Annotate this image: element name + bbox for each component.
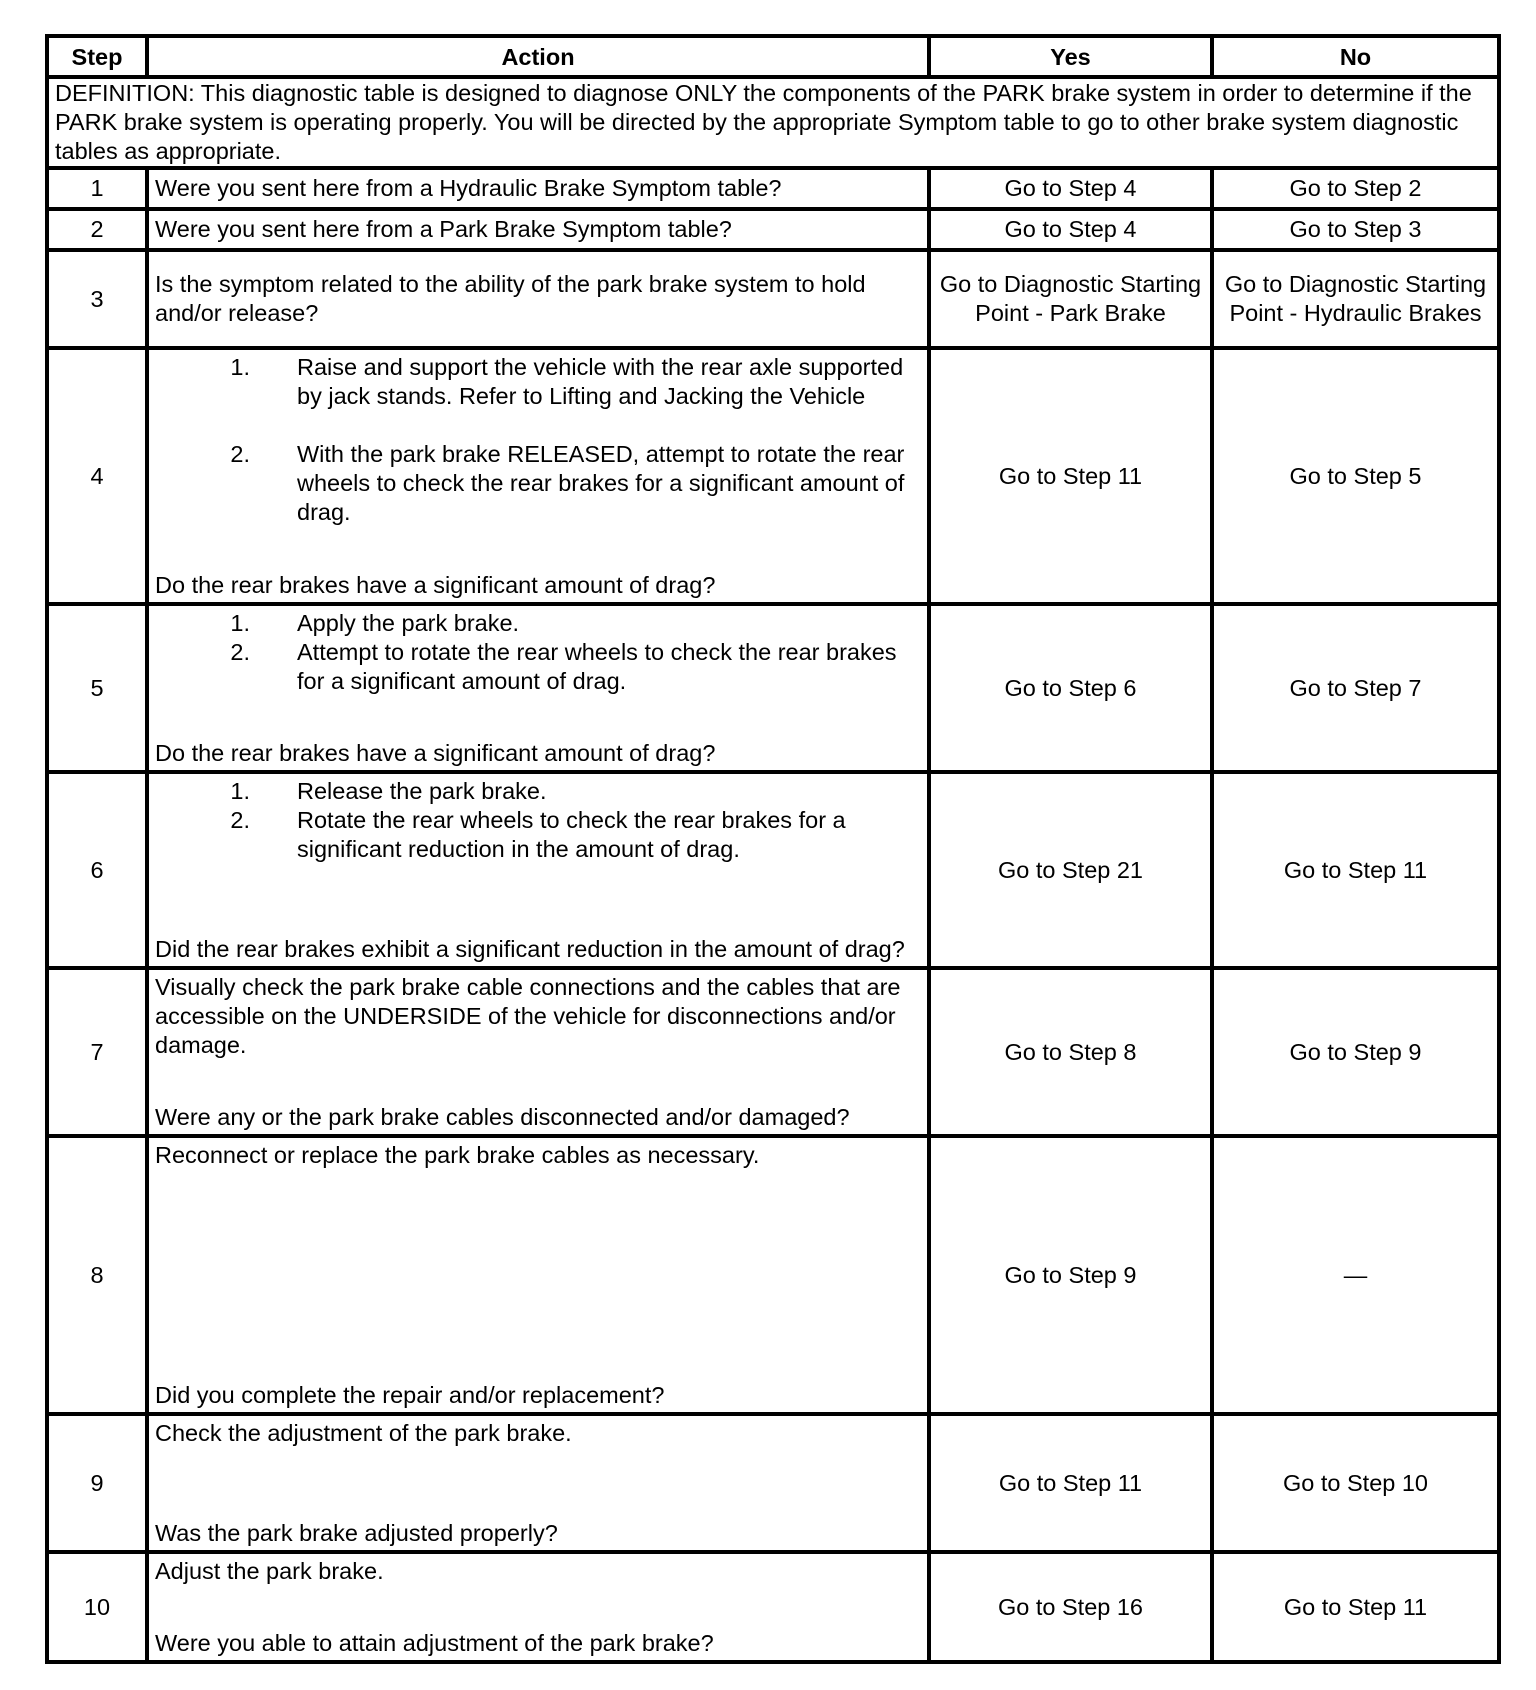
yes-cell: Go to Step 4 [929, 209, 1212, 250]
substep [155, 806, 921, 864]
substep-number: 2. [230, 806, 250, 833]
substep-number: 2. [230, 638, 250, 665]
question-text: Do the rear brakes have a significant amount of drag? [155, 739, 716, 766]
action-cell [147, 772, 929, 968]
no-cell: Go to Step 11 [1212, 772, 1499, 968]
question-text: Do the rear brakes have a significant amount of drag? [155, 571, 716, 598]
step-number: 9 [47, 1414, 147, 1552]
question-text: Were any or the park brake cables disconnected and/or damaged? [155, 1103, 850, 1130]
no-cell: Go to Step 7 [1212, 604, 1499, 772]
action-text: Were you sent here from a Park Brake Symptom table? [147, 209, 929, 250]
table-row [47, 348, 1499, 604]
substep-number: 1. [230, 353, 250, 380]
no-cell: — [1212, 1136, 1499, 1414]
yes-cell: Go to Step 11 [929, 348, 1212, 604]
step-number: 1 [47, 168, 147, 209]
table-row [47, 604, 1499, 772]
substep [155, 440, 921, 527]
question-text: Was the park brake adjusted properly? [155, 1519, 558, 1546]
substep-text: Raise and support the vehicle with the rear axle supported by jack stands. Refer to Lifting and Jacking the Vehicle [297, 353, 904, 409]
action-text: Were you sent here from a Hydraulic Brake Symptom table? [147, 168, 929, 209]
yes-cell: Go to Step 9 [929, 1136, 1212, 1414]
substep [155, 638, 921, 696]
instruction-text: Reconnect or replace the park brake cables as necessary. [155, 1141, 760, 1168]
question-text: Were you able to attain adjustment of the park brake? [155, 1629, 714, 1656]
no-cell: Go to Step 3 [1212, 209, 1499, 250]
table-row [47, 1552, 1499, 1662]
step-number: 4 [47, 348, 147, 604]
yes-cell: Go to Step 11 [929, 1414, 1212, 1552]
no-cell: Go to Step 9 [1212, 968, 1499, 1136]
no-cell: Go to Step 5 [1212, 348, 1499, 604]
substep-text: With the park brake RELEASED, attempt to rotate the rear wheels to check the rear brakes for a significant amount of drag. [297, 440, 905, 525]
definition-row [47, 77, 1499, 168]
substep [155, 777, 921, 806]
table-row [47, 1136, 1499, 1414]
step-number: 7 [47, 968, 147, 1136]
yes-cell: Go to Step 21 [929, 772, 1212, 968]
substep-list [155, 353, 921, 527]
step-number: 6 [47, 772, 147, 968]
substep [155, 609, 921, 638]
instruction-text: Check the adjustment of the park brake. [155, 1419, 572, 1446]
no-cell: Go to Step 10 [1212, 1414, 1499, 1552]
header-action: Action [147, 36, 929, 77]
step-number: 8 [47, 1136, 147, 1414]
action-cell [147, 1552, 929, 1662]
action-text: Is the symptom related to the ability of the park brake system to hold and/or release? [147, 250, 929, 348]
no-cell: Go to Diagnostic Starting Point - Hydraulic Brakes [1212, 250, 1499, 348]
substep-number: 1. [230, 609, 250, 636]
action-cell [147, 348, 929, 604]
substep-text: Release the park brake. [297, 777, 547, 804]
table-row [47, 250, 1499, 348]
yes-cell: Go to Diagnostic Starting Point - Park Brake [929, 250, 1212, 348]
definition-text: DEFINITION: This diagnostic table is designed to diagnose ONLY the components of the PARK brake system in order to determine if the PARK brake system is operating properly. You will be directed by the appropriate Symptom table to go to other brake system diagnostic tables as appropriate. [47, 77, 1499, 168]
substep-list [155, 609, 921, 696]
header-yes: Yes [929, 36, 1212, 77]
step-number: 2 [47, 209, 147, 250]
header-step: Step [47, 36, 147, 77]
substep-number: 1. [230, 777, 250, 804]
step-number: 3 [47, 250, 147, 348]
header-row [47, 36, 1499, 77]
substep [155, 353, 921, 411]
action-cell [147, 1136, 929, 1414]
question-text: Did the rear brakes exhibit a significant reduction in the amount of drag? [155, 935, 905, 962]
step-number: 10 [47, 1552, 147, 1662]
question-text: Did you complete the repair and/or replacement? [155, 1381, 665, 1408]
yes-cell: Go to Step 6 [929, 604, 1212, 772]
action-cell [147, 604, 929, 772]
substep-list [155, 777, 921, 864]
substep-text: Rotate the rear wheels to check the rear brakes for a significant reduction in the amount of drag. [297, 806, 846, 862]
diagnostic-table [45, 34, 1501, 1664]
substep-text: Attempt to rotate the rear wheels to check the rear brakes for a significant amount of drag. [297, 638, 897, 694]
no-cell: Go to Step 11 [1212, 1552, 1499, 1662]
instruction-text: Adjust the park brake. [155, 1557, 384, 1584]
action-cell [147, 968, 929, 1136]
instruction-text: Visually check the park brake cable connections and the cables that are accessible on the UNDERSIDE of the vehicle for disconnections and/or damage. [155, 973, 901, 1058]
no-cell: Go to Step 2 [1212, 168, 1499, 209]
yes-cell: Go to Step 4 [929, 168, 1212, 209]
table-row [47, 772, 1499, 968]
table-row [47, 209, 1499, 250]
action-cell [147, 1414, 929, 1552]
header-no: No [1212, 36, 1499, 77]
table-row [47, 968, 1499, 1136]
table-row [47, 1414, 1499, 1552]
yes-cell: Go to Step 8 [929, 968, 1212, 1136]
yes-cell: Go to Step 16 [929, 1552, 1212, 1662]
step-number: 5 [47, 604, 147, 772]
substep-number: 2. [230, 440, 250, 467]
substep-text: Apply the park brake. [297, 609, 520, 636]
table-row [47, 168, 1499, 209]
